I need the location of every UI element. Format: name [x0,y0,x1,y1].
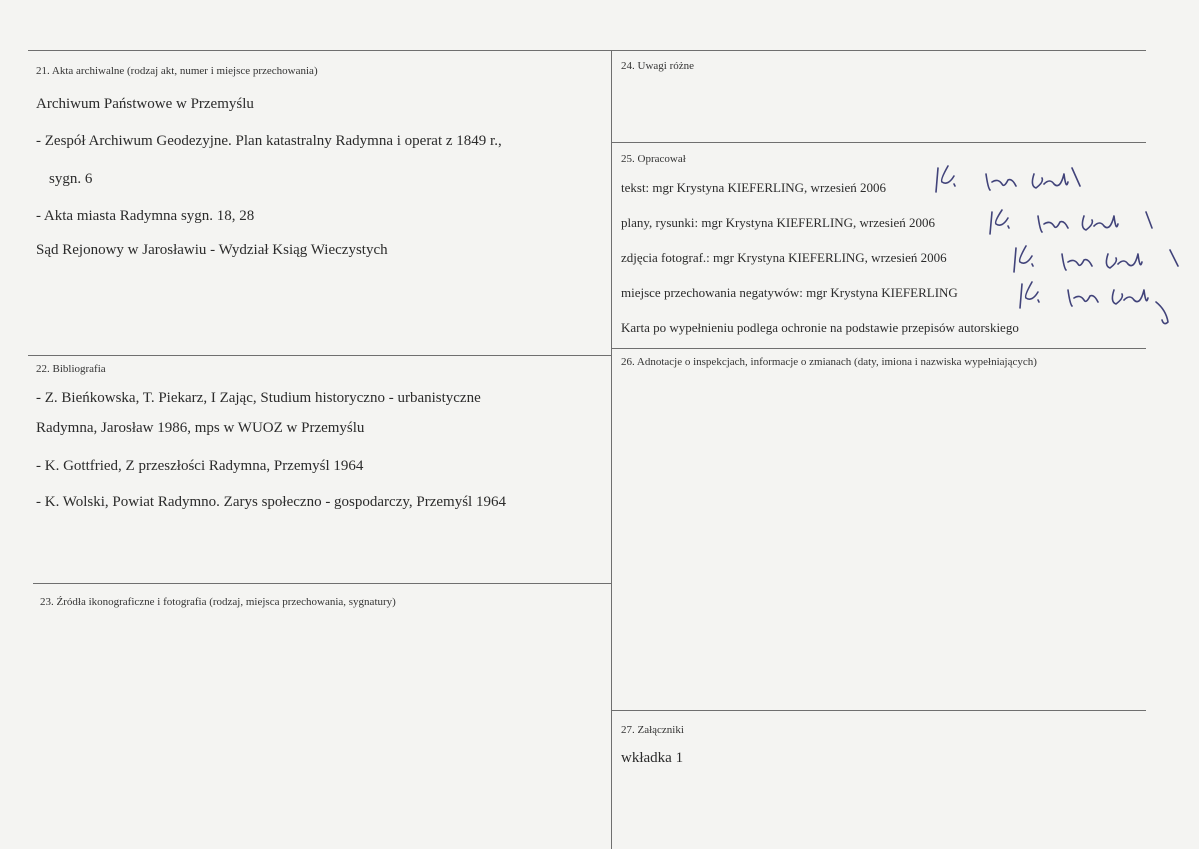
bibliography-entry: - K. Gottfried, Z przeszłości Radymna, Przemyśl 1964 [36,458,364,474]
archive-entry-signature: sygn. 6 [49,171,93,187]
divider-24-25 [611,142,1146,143]
section-21-label: 21. Akta archiwalne (rodzaj akt, numer i miejsce przechowania) [36,65,318,77]
section-27-label: 27. Załączniki [621,724,684,736]
author-plans-line: plany, rysunki: mgr Krystyna KIEFERLING, wrzesień 2006 [621,215,935,230]
bibliography-entry: - K. Wolski, Powiat Radymno. Zarys społeczno - gospodarczy, Przemyśl 1964 [36,494,506,510]
section-24-label: 24. Uwagi różne [621,60,695,72]
archive-entry: Sąd Rejonowy w Jarosławiu - Wydział Ksiąg Wieczystych [36,242,388,258]
archive-entry: - Akta miasta Radymna sygn. 18, 28 [36,208,255,224]
top-divider [28,50,1146,51]
handwritten-signature [932,160,1122,200]
section-22-label: 22. Bibliografia [36,363,106,375]
divider-26-27 [611,710,1146,711]
section-25-label: 25. Opracował [621,153,686,165]
negatives-storage-line: miejsce przechowania negatywów: mgr Krystyna KIEFERLING [621,285,958,300]
divider-21-22 [28,355,611,356]
bibliography-entry-cont: Radymna, Jarosław 1986, mps w WUOZ w Przemyślu [36,420,365,436]
divider-25-26 [611,348,1146,349]
divider-22-23 [33,583,611,584]
author-text-line: tekst: mgr Krystyna KIEFERLING, wrzesień 2006 [621,180,887,195]
bibliography-entry: - Z. Bieńkowska, T. Piekarz, I Zając, Studium historyczno - urbanistyczne [36,390,481,406]
column-divider [611,50,612,849]
archive-entry: - Zespół Archiwum Geodezyjne. Plan katastralny Radymna i operat z 1849 r., [36,133,502,149]
copyright-note: Karta po wypełnieniu podlega ochronie na podstawie przepisów autorskiego [621,320,1019,335]
section-23-label: 23. Źródła ikonograficzne i fotografia (rodzaj, miejsca przechowania, sygnatury) [40,596,396,608]
attachment-value: wkładka 1 [621,750,684,766]
section-26-label: 26. Adnotacje o inspekcjach, informacje o zmianach (daty, imiona i nazwiska wypełniających) [621,356,1037,368]
handwritten-signature [1016,276,1198,328]
handwritten-signature [986,204,1171,244]
author-photos-line: zdjęcia fotograf.: mgr Krystyna KIEFERLING, wrzesień 2006 [621,250,947,265]
archive-name: Archiwum Państwowe w Przemyślu [36,96,254,112]
